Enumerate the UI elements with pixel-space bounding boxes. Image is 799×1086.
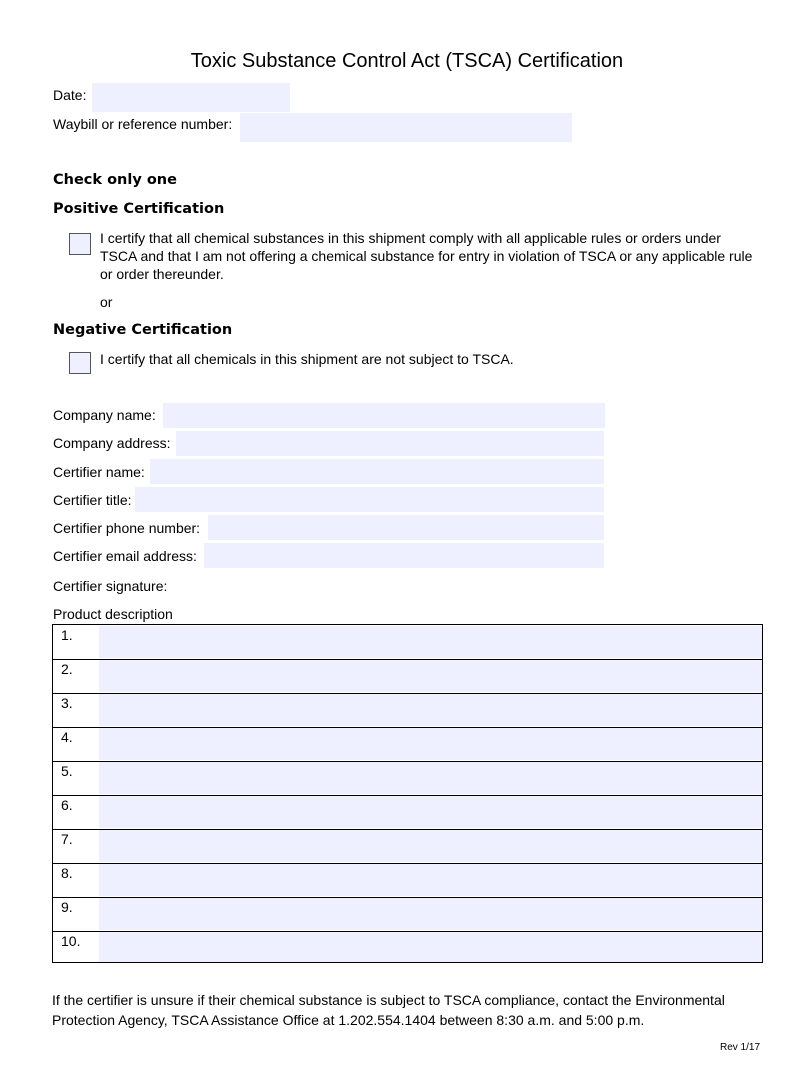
product-row-field[interactable]	[99, 762, 762, 794]
product-row-number: 7.	[61, 831, 73, 847]
product-description-label: Product description	[53, 606, 173, 622]
product-row	[53, 829, 762, 863]
product-row	[53, 693, 762, 727]
page-title: Toxic Substance Control Act (TSCA) Certification	[190, 50, 624, 72]
negative-certification-text: I certify that all chemicals in this shipment are not subject to TSCA.	[100, 351, 514, 367]
certifier-title-field[interactable]	[135, 487, 604, 512]
company-address-label: Company address:	[53, 435, 171, 451]
certifier-phone-label: Certifier phone number:	[53, 520, 201, 536]
check-only-one-heading: Check only one	[53, 172, 177, 188]
certifier-title-label: Certifier title:	[53, 492, 132, 508]
product-row-number: 1.	[61, 627, 73, 643]
product-row-field[interactable]	[99, 864, 762, 896]
product-row-number: 4.	[61, 729, 73, 745]
product-row-field[interactable]	[99, 932, 762, 962]
date-label: Date:	[53, 87, 87, 103]
waybill-field[interactable]	[240, 113, 572, 142]
footer-note: If the certifier is unsure if their chemical substance is subject to TSCA compliance, contact the Environmental Protection Agency, TSCA Assistance Office at 1.202.554.1404 between 8:30 a.m. and 5:00 p.m.	[52, 992, 725, 1028]
certifier-name-field[interactable]	[150, 459, 604, 484]
or-label: or	[100, 294, 113, 310]
product-row-field[interactable]	[99, 626, 762, 658]
negative-certification-checkbox[interactable]	[69, 352, 91, 374]
product-row-field[interactable]	[99, 898, 762, 930]
certifier-email-label: Certifier email address:	[53, 548, 197, 564]
company-name-label: Company name:	[53, 407, 156, 423]
product-row-field[interactable]	[99, 796, 762, 828]
product-row	[53, 659, 762, 693]
revision-label: Rev 1/17	[720, 1042, 761, 1053]
product-row-field[interactable]	[99, 728, 762, 760]
product-description-table	[52, 624, 763, 963]
date-field[interactable]	[92, 83, 290, 112]
positive-certification-text: I certify that all chemical substances in this shipment comply with all applicable rules or orders under TSCA and that I am not offering a chemical substance for entry in violation of TSCA or any applicable rule or order thereunder.	[100, 230, 753, 282]
product-row	[53, 863, 762, 897]
product-row	[53, 625, 762, 659]
product-row	[53, 931, 762, 962]
product-row	[53, 727, 762, 761]
certifier-signature-label: Certifier signature:	[53, 578, 168, 594]
company-address-field[interactable]	[176, 431, 604, 456]
company-name-field[interactable]	[163, 403, 605, 428]
product-row-number: 5.	[61, 763, 73, 779]
product-row-number: 9.	[61, 899, 73, 915]
positive-certification-checkbox[interactable]	[69, 233, 91, 255]
product-row-field[interactable]	[99, 660, 762, 692]
product-row-number: 8.	[61, 865, 73, 881]
certifier-name-label: Certifier name:	[53, 464, 145, 480]
product-row-number: 3.	[61, 695, 73, 711]
product-row-number: 10.	[61, 933, 81, 949]
product-row-field[interactable]	[99, 694, 762, 726]
certifier-email-field[interactable]	[204, 543, 604, 568]
product-row-number: 6.	[61, 797, 73, 813]
negative-certification-heading: Negative Certification	[53, 322, 233, 338]
waybill-label: Waybill or reference number:	[53, 116, 233, 132]
product-row	[53, 897, 762, 931]
product-row-field[interactable]	[99, 830, 762, 862]
positive-certification-heading: Positive Certification	[53, 201, 225, 217]
product-row-number: 2.	[61, 661, 73, 677]
certifier-phone-field[interactable]	[208, 515, 604, 540]
product-row	[53, 795, 762, 829]
product-row	[53, 761, 762, 795]
